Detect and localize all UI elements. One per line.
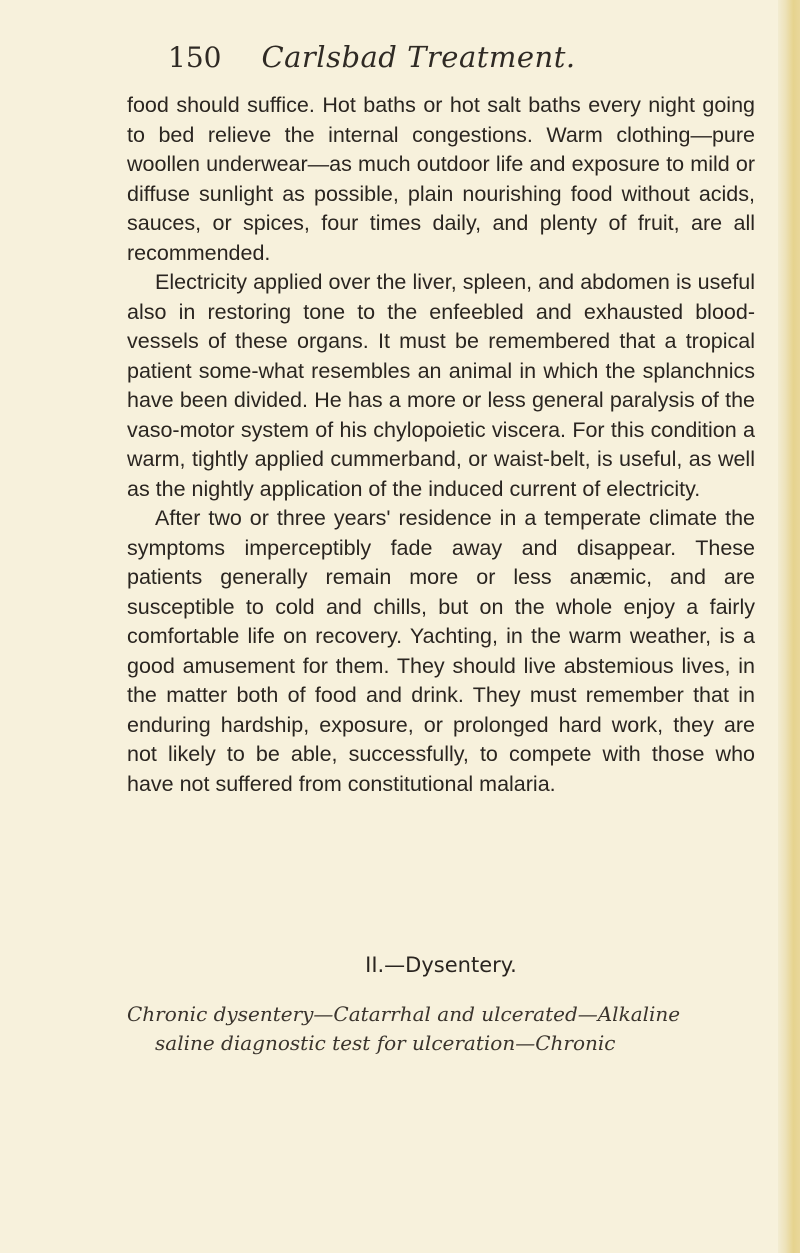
paragraph-diet: food should suffice. Hot baths or hot salt baths every night going to bed relieve the internal congestions. Warm clothing—pure woollen underwear—as much outdoor life and exposure to mild or diffuse sunlight as possible, plain nourishing food without acids, sauces, or spices, four times daily, and plenty of fruit, are all recommended. (127, 93, 755, 265)
section-heading: II.—Dysentery. (365, 953, 517, 977)
page-number: 150 (168, 41, 222, 74)
synopsis-line-2: saline diagnostic test for ulceration—Chronic (155, 1031, 616, 1055)
section-synopsis (127, 1000, 755, 1058)
paragraph-electricity: Electricity applied over the liver, spleen, and abdomen is useful also in restoring tone to the enfeebled and exhausted blood-vessels of these organs. It must be remembered that a tropical patient some-what resembles an animal in which the splanchnics have been divided. He has a more or less general paralysis of the vaso-motor system of his chylopoietic viscera. For this condition a warm, tightly applied cummerband, or waist-belt, is useful, as well as the nightly application of the induced current of electricity. (127, 270, 755, 501)
synopsis-line-1: Chronic dysentery—Catarrhal and ulcerated—Alkaline (127, 1002, 681, 1026)
body-text (127, 91, 755, 799)
running-title: Carlsbad Treatment. (261, 40, 576, 74)
paragraph-recovery: After two or three years' residence in a temperate climate the symptoms imperceptibly fade away and disappear. These patients generally remain more or less anæmic, and are susceptible to cold and chills, but on the whole enjoy a fairly comfortable life on recovery. Yachting, in the warm weather, is a good amusement for them. They should live abstemious lives, in the matter both of food and drink. They must remember that in enduring hardship, exposure, or prolonged hard work, they are not likely to be able, successfully, to compete with those who have not suffered from constitutional malaria. (127, 506, 755, 796)
page-header (168, 40, 576, 84)
page-edge (778, 0, 800, 1253)
